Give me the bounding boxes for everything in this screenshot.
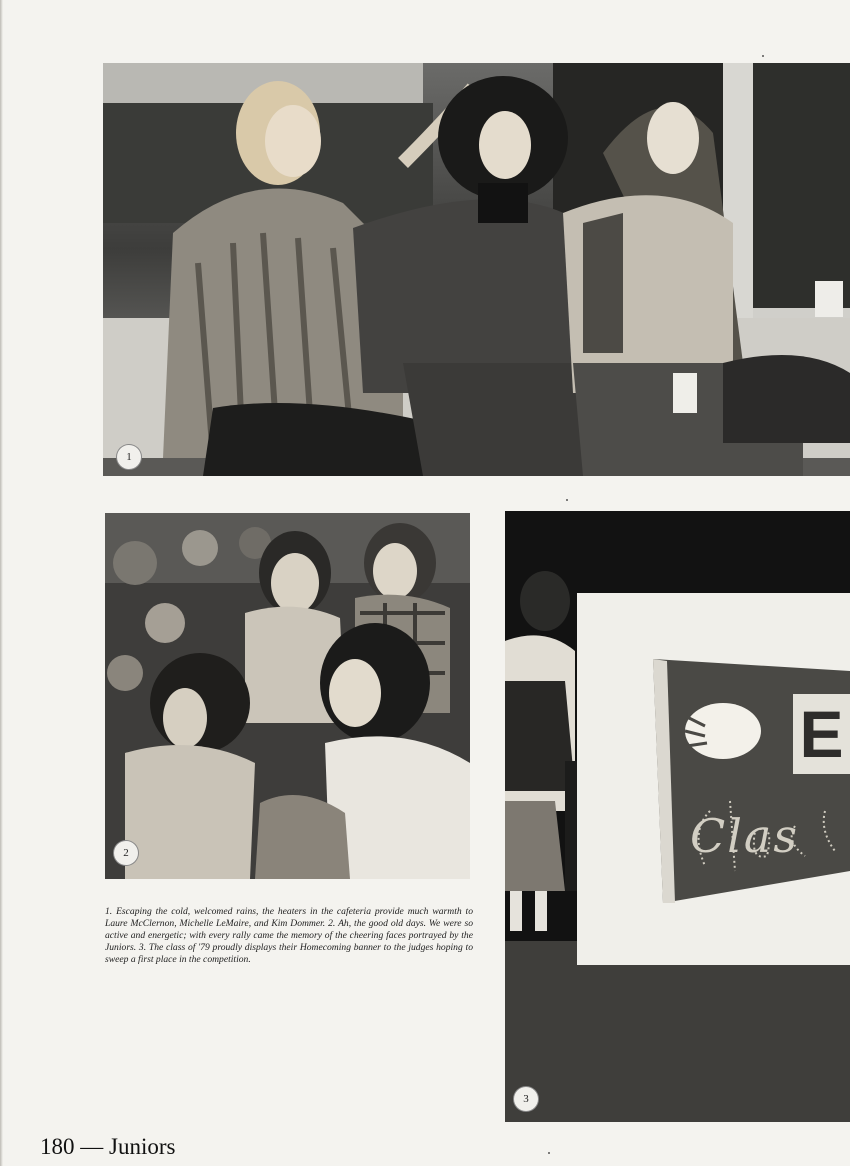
photo-number-badge: 3	[514, 1087, 538, 1111]
banner-script: Clas	[690, 809, 799, 863]
photo-homecoming-banner	[505, 511, 850, 1122]
photo-1-image	[103, 63, 850, 476]
photo-cafeteria-students	[103, 63, 850, 476]
speck	[566, 499, 568, 501]
photo-number-badge: 2	[114, 841, 138, 865]
banner-letter: E	[793, 694, 850, 774]
page-edge	[0, 0, 3, 1166]
photo-2-image	[105, 513, 470, 879]
photo-number-badge: 1	[117, 445, 141, 469]
speck	[762, 55, 764, 57]
photo-caption: 1. Escaping the cold, welcomed rains, the heaters in the cafeteria provide much warmth to Laure McClernon, Michelle LeMaire, and Kim Dommer. 2. Ah, the good old days. We were so active and energetic; with every rally came the memory of the cheering faces portrayed by the Juniors. 3. The class of '79 proudly displays their Homecoming banner to the judges hoping to sweep a first place in the competition.	[105, 906, 473, 965]
photo-rally-crowd	[105, 513, 470, 879]
page-folio: 180 — Juniors	[40, 1134, 176, 1159]
speck	[548, 1152, 550, 1154]
